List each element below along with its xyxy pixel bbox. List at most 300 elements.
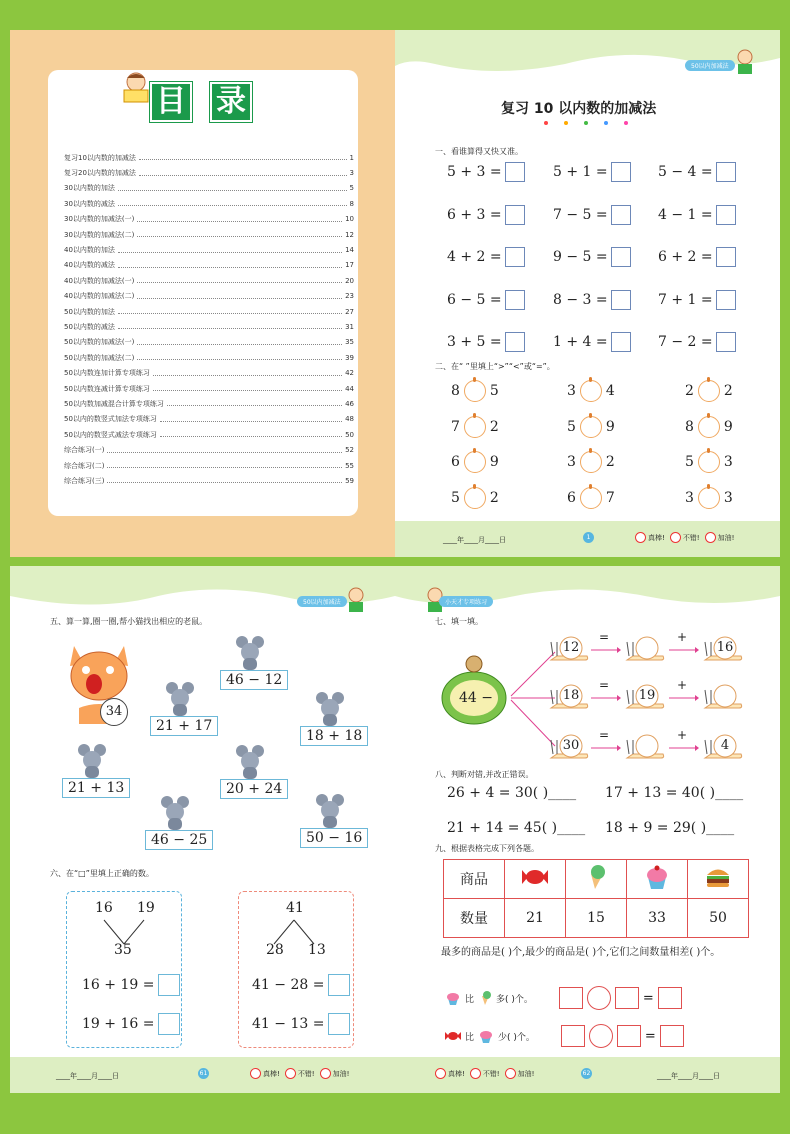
snail-middle[interactable] — [625, 734, 665, 762]
toc-dots — [118, 248, 342, 253]
equation — [553, 332, 631, 352]
answer-box[interactable] — [328, 974, 350, 996]
mouse-card[interactable]: 46 − 25 — [145, 830, 213, 850]
row1-label: 商品 — [444, 860, 505, 899]
snail-start — [549, 684, 589, 712]
compare-right: 4 — [605, 383, 615, 399]
answer-box[interactable] — [505, 332, 525, 352]
peach-answer-circle[interactable] — [464, 380, 486, 402]
praise-faces — [250, 1068, 349, 1079]
toc-dots — [118, 263, 342, 268]
toc-dots — [118, 309, 342, 314]
arrow-icon — [669, 694, 699, 702]
toc-row[interactable] — [64, 258, 354, 273]
toc-row[interactable] — [64, 427, 354, 442]
compare-item — [567, 451, 615, 473]
compare-right: 3 — [723, 454, 733, 470]
toc-label: 40以内数的加减法(二) — [64, 292, 135, 301]
tree2-b: 13 — [308, 942, 326, 958]
smile-icon — [250, 1068, 261, 1079]
toc-row[interactable] — [64, 412, 354, 427]
toc-page-number: 59 — [345, 476, 354, 485]
toc-dots — [137, 278, 342, 283]
ice-cream-icon — [478, 990, 492, 1006]
toc-page-number: 39 — [345, 353, 354, 362]
equation-text: 8 − 3 = — [553, 291, 608, 308]
equation — [553, 205, 631, 225]
equation-text: 4 + 2 = — [447, 249, 502, 265]
toc-title-char: 录 — [210, 82, 252, 122]
toc-label: 40以内数的减法 — [64, 261, 115, 270]
toc-row[interactable] — [64, 458, 354, 473]
judge-2[interactable]: 17 + 13 = 40( )____ — [605, 785, 744, 801]
page-number: 61 — [199, 1070, 208, 1077]
equation-text: 7 − 2 = — [658, 334, 713, 350]
toc-row[interactable] — [64, 381, 354, 396]
toc-label: 50以内数连加计算专项练习 — [64, 369, 150, 378]
mouse-icon — [157, 794, 193, 830]
arrow-icon — [591, 694, 621, 702]
mouse-card[interactable]: 20 + 24 — [220, 779, 288, 799]
peach-answer-circle[interactable] — [698, 451, 720, 473]
toc-page-number: 8 — [349, 199, 354, 208]
page-number: 62 — [582, 1070, 591, 1077]
toc-dots — [118, 324, 342, 329]
toc-list — [64, 150, 354, 489]
compare-right: 9 — [605, 418, 615, 435]
compare-left: 3 — [567, 454, 576, 470]
compare-left: 3 — [685, 489, 694, 506]
toc-page-number: 27 — [345, 307, 354, 316]
title-ornament — [541, 119, 631, 127]
toc-page-number: 23 — [345, 292, 354, 301]
equation-text: 7 + 1 = — [658, 291, 713, 308]
page-1 — [395, 30, 780, 557]
toc-row[interactable] — [64, 365, 354, 380]
cupcake-icon — [445, 990, 461, 1006]
equation — [658, 205, 736, 225]
toc-row[interactable] — [64, 181, 354, 196]
peach-answer-circle[interactable] — [580, 451, 602, 473]
equation — [447, 247, 525, 267]
compare-left: 2 — [685, 383, 694, 399]
snail-end — [703, 636, 743, 664]
toc-label: 40以内数的加法 — [64, 246, 115, 255]
compare-item — [451, 451, 499, 473]
smile-icon — [670, 532, 681, 543]
equation — [447, 332, 525, 352]
praise-label: 真棒! — [648, 533, 665, 542]
compare-right: 2 — [489, 418, 499, 435]
equation — [553, 247, 631, 267]
answer-box[interactable] — [611, 290, 631, 310]
equation-text: 6 − 5 = — [447, 291, 502, 308]
compare-item — [451, 380, 499, 402]
mouse-icon — [232, 743, 268, 779]
toc-row[interactable] — [64, 335, 354, 350]
peach-answer-circle[interactable] — [698, 380, 720, 402]
peach-answer-circle[interactable] — [580, 487, 602, 509]
page-title: 复习 10 以内数的加减法 — [501, 101, 657, 117]
compare-item — [685, 487, 733, 509]
equation — [553, 290, 631, 310]
answer-box[interactable] — [617, 1025, 641, 1047]
equation — [658, 247, 736, 267]
compare-right: 9 — [489, 454, 499, 470]
arrow-icon — [591, 646, 621, 654]
compare-right: 7 — [605, 489, 615, 506]
praise-label: 加油! — [517, 1069, 535, 1078]
compare-left: 5 — [685, 454, 694, 470]
answer-box[interactable] — [716, 205, 736, 225]
compare-item — [451, 487, 499, 509]
toc-label: 50以内数连减计算专项练习 — [64, 384, 150, 393]
peach-answer-circle[interactable] — [580, 416, 602, 438]
compare-item — [685, 416, 733, 438]
toc-page-number: 48 — [345, 415, 354, 424]
toc-page-number: 3 — [349, 169, 354, 178]
toc-dots — [107, 478, 342, 483]
arrow-icon — [669, 744, 699, 752]
toc-label: 复习10以内数的加减法 — [64, 153, 136, 162]
section-2-heading: 二、在“ ”里填上“>”“<”或“=”。 — [435, 362, 555, 371]
toc-label: 50以内数的减法 — [64, 322, 115, 331]
toc-label: 综合练习(二) — [64, 461, 105, 470]
toc-label: 50以内的数竖式加法专项练习 — [64, 415, 157, 424]
toc-row[interactable] — [64, 304, 354, 319]
q2-compare-word: 比 — [465, 994, 475, 1005]
toc-row[interactable] — [64, 350, 354, 365]
date-line: ____年____月____日 — [443, 536, 506, 544]
toc-dots — [139, 171, 347, 176]
compare-left: 8 — [451, 383, 460, 399]
answer-box[interactable] — [716, 162, 736, 182]
cupcake-icon — [478, 1028, 494, 1044]
section-7-heading: 七、填一填。 — [435, 617, 483, 626]
toc-label: 综合练习(一) — [64, 446, 105, 455]
answer-box[interactable] — [158, 1013, 180, 1035]
equation-text: 9 − 5 = — [553, 249, 608, 265]
toc-page-number: 14 — [345, 246, 354, 255]
equal-sign: = — [599, 728, 610, 742]
compare-right: 2 — [605, 454, 615, 470]
smile-icon — [320, 1068, 331, 1079]
qty-cell: 21 — [505, 899, 566, 938]
peach-answer-circle[interactable] — [464, 451, 486, 473]
q3-tail: 少( )个。 — [498, 1032, 535, 1043]
equation-text: 6 + 2 = — [658, 249, 713, 265]
compare-right: 3 — [723, 489, 733, 506]
smile-icon — [470, 1068, 481, 1079]
peach-answer-circle[interactable] — [580, 380, 602, 402]
toc-dots — [137, 232, 342, 237]
page-footer — [395, 521, 780, 557]
cupcake-icon — [627, 860, 688, 899]
peach-answer-circle[interactable] — [464, 416, 486, 438]
tree1-b: 19 — [137, 900, 155, 916]
page-62 — [395, 566, 780, 1093]
page-number: 1 — [583, 532, 594, 543]
judge-3[interactable]: 21 + 14 = 45( )____ — [447, 820, 586, 836]
toc-dots — [107, 448, 342, 453]
equation — [447, 162, 525, 182]
turtle-expression: 44 − — [459, 690, 493, 706]
answer-box[interactable] — [505, 247, 525, 267]
equation-text: 5 + 1 = — [553, 164, 608, 180]
toc-dots — [137, 294, 342, 299]
praise-label: 真棒! — [448, 1069, 465, 1078]
praise-faces — [435, 1068, 534, 1079]
toc-page-number: 35 — [345, 338, 354, 347]
snail-number: 16 — [716, 640, 734, 655]
toc-dots — [137, 355, 342, 360]
answer-box[interactable] — [658, 987, 682, 1009]
compare-left: 6 — [451, 454, 460, 470]
equation-text: 5 + 3 = — [447, 164, 502, 180]
kid-mascot-icon — [733, 48, 757, 76]
tree2-top: 41 — [286, 900, 304, 916]
compare-right: 9 — [723, 418, 733, 435]
toc-page-number: 52 — [345, 446, 354, 455]
snail-end[interactable] — [703, 684, 743, 712]
toc-dots — [153, 371, 342, 376]
compare-left: 7 — [451, 418, 460, 435]
goods-table — [443, 859, 749, 938]
question-2 — [445, 986, 682, 1010]
toc-label: 复习20以内数的加减法 — [64, 169, 136, 178]
qty-cell: 15 — [566, 899, 627, 938]
toc-row[interactable] — [64, 242, 354, 257]
snail-start — [549, 734, 589, 762]
compare-item — [685, 451, 733, 473]
section-8-heading: 八、判断对错,并改正错误。 — [435, 770, 534, 779]
answer-box[interactable] — [615, 987, 639, 1009]
compare-left: 3 — [567, 383, 576, 399]
mouse-icon — [162, 680, 198, 716]
judge-4[interactable]: 18 + 9 = 29( )____ — [605, 820, 735, 836]
qty-cell: 50 — [688, 899, 749, 938]
answer-box[interactable] — [611, 247, 631, 267]
toc-dots — [137, 217, 342, 222]
peach-answer-circle[interactable] — [698, 487, 720, 509]
compare-item — [685, 380, 733, 402]
mouse-card[interactable]: 46 − 12 — [220, 670, 288, 690]
page-footer — [10, 1057, 395, 1093]
operator-circle[interactable] — [589, 1024, 613, 1048]
smile-icon — [285, 1068, 296, 1079]
mouse-icon — [312, 690, 348, 726]
toc-dots — [167, 401, 342, 406]
compare-left: 5 — [451, 489, 460, 506]
equation-text: 3 + 5 = — [447, 334, 502, 350]
equation-text: 7 − 5 = — [553, 206, 608, 223]
toc-title — [150, 82, 252, 122]
toc-row[interactable] — [64, 227, 354, 242]
compare-item — [567, 380, 615, 402]
answer-box[interactable] — [660, 1025, 684, 1047]
toc-dots — [139, 155, 347, 160]
toc-page-number: 50 — [345, 430, 354, 439]
mouse-icon — [312, 792, 348, 828]
toc-dots — [153, 386, 342, 391]
toc-row[interactable] — [64, 150, 354, 165]
praise-label: 真棒! — [263, 1069, 280, 1078]
praise-label: 加油! — [332, 1069, 350, 1078]
praise-label: 加油! — [717, 533, 735, 542]
tree2-eq2: 41 − 13 = — [252, 1013, 350, 1035]
toc-label: 50以内数的加减法(二) — [64, 353, 135, 362]
arrow-icon — [669, 646, 699, 654]
toc-label: 30以内数的加减法(一) — [64, 215, 135, 224]
answer-box[interactable] — [611, 162, 631, 182]
toc-dots — [118, 201, 347, 206]
ice-cream-icon — [566, 860, 627, 899]
toc-page-number: 55 — [345, 461, 354, 470]
praise-label: 不错! — [682, 533, 700, 542]
toc-dots — [118, 186, 347, 191]
compare-item — [451, 416, 499, 438]
toc-dots — [107, 463, 342, 468]
toc-row[interactable] — [64, 396, 354, 411]
toc-label: 50以内数加减混合计算专项练习 — [64, 399, 164, 408]
snail-number: 12 — [562, 640, 580, 655]
candy-icon — [505, 860, 566, 899]
answer-box[interactable] — [505, 290, 525, 310]
toc-title-char: 目 — [150, 82, 192, 122]
equation — [658, 332, 736, 352]
equal-sign: = — [599, 630, 610, 644]
snail-middle[interactable] — [625, 636, 665, 664]
toc-dots — [160, 417, 342, 422]
toc-page — [10, 30, 395, 557]
compare-item — [567, 416, 615, 438]
compare-left: 8 — [685, 418, 694, 435]
mouse-card[interactable]: 21 + 17 — [150, 716, 218, 736]
toc-page-number: 31 — [345, 322, 354, 331]
toc-page-number: 17 — [345, 261, 354, 270]
equation — [658, 290, 736, 310]
equal-sign: = — [642, 990, 654, 1006]
section-9-heading: 九、根据表格完成下列各题。 — [435, 844, 539, 853]
tree2-a: 28 — [266, 942, 284, 958]
mouse-card[interactable]: 50 − 16 — [300, 828, 368, 848]
toc-row[interactable] — [64, 319, 354, 334]
toc-page-number: 44 — [345, 384, 354, 393]
toc-label: 30以内数的加减法(二) — [64, 230, 135, 239]
smile-icon — [435, 1068, 446, 1079]
plus-sign: + — [677, 678, 688, 692]
section-1-heading: 一、看谁算得又快又准。 — [435, 147, 523, 156]
smile-icon — [505, 1068, 516, 1079]
arrow-icon — [591, 744, 621, 752]
header-tag: 小天才专项练习 — [439, 596, 493, 607]
kid-reading-icon — [118, 70, 154, 104]
tree1-eq1: 16 + 19 = — [82, 974, 180, 996]
compare-right: 2 — [723, 383, 733, 399]
toc-label: 50以内的数竖式减法专项练习 — [64, 430, 157, 439]
mouse-card[interactable]: 18 + 18 — [300, 726, 368, 746]
tree2-eq1: 41 − 28 = — [252, 974, 350, 996]
praise-label: 不错! — [297, 1069, 315, 1078]
equation — [658, 162, 736, 182]
snail-start — [549, 636, 589, 664]
equation-text: 6 + 3 = — [447, 206, 502, 223]
mouse-card[interactable]: 21 + 13 — [62, 778, 130, 798]
q2-tail: 多( )个。 — [496, 994, 533, 1005]
answer-box[interactable] — [561, 1025, 585, 1047]
plus-sign: + — [677, 630, 688, 644]
answer-box[interactable] — [505, 162, 525, 182]
answer-box[interactable] — [158, 974, 180, 996]
toc-row[interactable] — [64, 473, 354, 488]
qty-cell: 33 — [627, 899, 688, 938]
page-61 — [10, 566, 395, 1093]
equation — [447, 205, 525, 225]
smile-icon — [705, 532, 716, 543]
praise-label: 不错! — [482, 1069, 500, 1078]
compare-right: 5 — [489, 383, 499, 399]
toc-row[interactable] — [64, 273, 354, 288]
toc-row[interactable] — [64, 196, 354, 211]
kid-mascot-icon — [344, 586, 368, 614]
answer-box[interactable] — [505, 205, 525, 225]
toc-label: 40以内数的加减法(一) — [64, 276, 135, 285]
toc-page-number: 46 — [345, 399, 354, 408]
toc-page-number: 1 — [349, 153, 354, 162]
toc-row[interactable] — [64, 289, 354, 304]
answer-box[interactable] — [716, 247, 736, 267]
toc-dots — [137, 340, 342, 345]
toc-label: 30以内数的减法 — [64, 199, 115, 208]
toc-label: 综合练习(三) — [64, 476, 105, 485]
toc-row[interactable] — [64, 212, 354, 227]
toc-page-number: 12 — [345, 230, 354, 239]
toc-row[interactable] — [64, 165, 354, 180]
toc-row[interactable] — [64, 442, 354, 457]
snail-end — [703, 734, 743, 762]
mouse-icon — [74, 742, 110, 778]
tree1-a: 16 — [95, 900, 113, 916]
answer-box[interactable] — [559, 987, 583, 1009]
header-tag: 50以内加减法 — [297, 596, 347, 607]
question-3 — [445, 1024, 684, 1048]
peach-answer-circle[interactable] — [464, 487, 486, 509]
judge-1[interactable]: 26 + 4 = 30( )____ — [447, 785, 577, 801]
operator-circle[interactable] — [587, 986, 611, 1010]
answer-box[interactable] — [328, 1013, 350, 1035]
equation-text: 4 − 1 = — [658, 206, 713, 223]
plus-sign: + — [677, 728, 688, 742]
section-6-heading: 六、在“□”里填上正确的数。 — [50, 869, 154, 878]
peach-answer-circle[interactable] — [698, 416, 720, 438]
toc-page-number: 10 — [345, 215, 354, 224]
answer-box[interactable] — [716, 290, 736, 310]
answer-box[interactable] — [611, 205, 631, 225]
compare-left: 5 — [567, 418, 576, 435]
snail-number: 4 — [720, 738, 730, 753]
tree1-sum: 35 — [114, 942, 132, 958]
snail-number: 30 — [562, 738, 580, 753]
section-5-heading: 五、算一算,圈一圈,帮小猫找出相应的老鼠。 — [50, 617, 208, 626]
answer-box[interactable] — [611, 332, 631, 352]
answer-box[interactable] — [716, 332, 736, 352]
candy-icon — [445, 1029, 461, 1043]
compare-right: 2 — [489, 489, 499, 506]
toc-label: 50以内数的加减法(一) — [64, 338, 135, 347]
burger-icon — [688, 860, 749, 899]
toc-page-number: 5 — [349, 184, 354, 193]
praise-faces — [635, 532, 734, 543]
